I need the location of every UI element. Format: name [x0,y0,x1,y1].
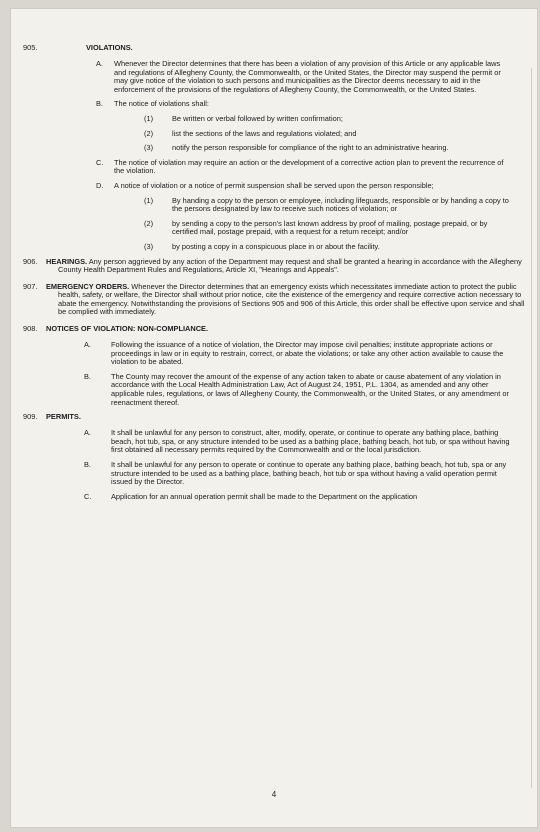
item-text: Whenever the Director determines that there has been a violation of any provision of this Article or any applicable laws and regulations of Allegheny County, the Commonwealth, or the United States, the Director may suspend the permit or may give notice of the violation to such persons and municipalities as the Director deems necessary to aid in the enforcement of the provisions of the regulations of Allegheny County, the Commonwealth, or the United States. [114,59,501,94]
section-905-item-b3 [10,144,538,153]
section-paragraph [46,258,528,275]
section-908-item-b [10,373,538,407]
section-title: EMERGENCY ORDERS. [46,281,130,291]
item-label: D. [96,180,104,190]
item-text: It shall be unlawful for any person to construct, alter, modify, operate, or continue to operate any bathing place, bathing beach, hot tub, spa, or any structure intended to be used as a bathing place, bathing beach, hot tub, or spa without having first obtained all necessary permits required by the Commonwealth and or the local jurisdiction. [111,428,510,455]
section-905-heading [10,44,538,56]
section-909-item-a [10,429,538,455]
item-text: A notice of violation or a notice of permit suspension shall be served upon the person responsible; [114,180,434,190]
item-label: C. [84,491,92,501]
subitem-text: by sending a copy to the person's last known address by proof of mailing, postage prepaid, or by certified mail, postage prepaid, with a request for a return receipt; and/or [172,218,488,237]
item-text: The notice of violations shall: [114,99,209,109]
section-905-item-b1 [10,115,538,124]
section-909-item-c [10,493,538,502]
section-paragraph [46,283,528,317]
subitem-text: notify the person responsible for compliance of the right to an administrative hearing. [172,143,449,153]
page-number: 4 [271,790,277,799]
section-908-item-a [10,341,538,367]
section-908-heading [10,325,538,337]
section-905-item-b2 [10,130,538,139]
document-body [10,44,538,507]
section-905-item-a [10,60,538,94]
subitem-label: (3) [144,241,154,251]
subitem-label: (2) [144,128,154,138]
item-label: A. [84,340,91,350]
item-text: Following the issuance of a notice of violation, the Director may impose civil penalties; institute appropriate actions or proceedings in law or in equity to restrain, correct, or abate the violations; or take any other action available to cause the violation to be abated. [111,340,504,367]
item-label: A. [84,428,91,438]
subitem-label: (1) [144,195,154,205]
section-905-item-d2 [10,220,538,237]
subitem-label: (1) [144,113,154,123]
document-page [10,8,538,828]
subitem-text: list the sections of the laws and regulations violated; and [172,128,357,138]
section-title: NOTICES OF VIOLATION: NON-COMPLIANCE. [46,324,209,334]
item-text: The County may recover the amount of the expense of any action taken to abate or cause abatement of any violation in accordance with the Local Health Administration Law, Act of August 24, 1951, P.L. 1304, as amended and any other applicable rules, regulations, or laws of Allegheny County, the Commonwealth, or the United States, or any amendment or reenactment thereof. [111,371,509,407]
section-905-item-c [10,159,538,176]
section-909-item-b [10,461,538,487]
section-number: 907. [23,281,38,291]
section-number: 908. [23,324,38,334]
section-text: Any person aggrieved by any action of the Department may request and shall be granted a hearing in accordance with the Allegheny County Health Department Rules and Regulations, Article XI, "Hearings and Appeals". [58,256,522,275]
section-905-item-b [10,100,538,109]
section-905-item-d1 [10,197,538,214]
subitem-text: By handing a copy to the person or employee, including lifeguards, responsible or by handing a copy to the persons designated by law to receive such notices of violation; or [172,195,509,214]
section-905-item-d3 [10,243,538,252]
item-label: B. [96,99,103,109]
section-title: VIOLATIONS. [86,43,133,52]
section-905-item-d [10,182,538,191]
item-text: Application for an annual operation permit shall be made to the Department on the application [111,491,418,501]
item-label: B. [84,371,91,381]
subitem-text: by posting a copy in a conspicuous place in or about the facility. [172,241,380,251]
subitem-label: (3) [144,143,154,153]
section-number: 909. [23,412,38,422]
section-number: 905. [23,43,38,52]
section-title: HEARINGS. [46,256,88,266]
item-text: The notice of violation may require an action or the development of a corrective action plan to prevent the recurrence of the violation. [114,157,504,176]
section-907 [10,283,538,317]
item-text: It shall be unlawful for any person to operate or continue to operate any bathing place, bathing beach, hot tub, spa or any structure intended to be used as a bathing place, bathing beach, hot tub or spa without having a valid operation permit issued by the Director. [111,460,507,487]
item-label: A. [96,59,103,68]
section-text: Whenever the Director determines that an emergency exists which necessitates immediate action to protect the public health, safety, or welfare, the Director shall without prior notice, cite the existence of the emergency and require corrective action necessary to abate the emergency. Notwithstanding the provisions of Sections 905 and 906 of this Article, this order shall be effective upon service and shall be complied with immediately. [58,281,525,317]
subitem-label: (2) [144,218,154,228]
section-909-heading [10,413,538,425]
item-label: B. [84,460,91,469]
section-906 [10,258,538,275]
section-title: PERMITS. [46,412,81,422]
item-label: C. [96,157,104,167]
subitem-text: Be written or verbal followed by written confirmation; [172,113,343,123]
section-number: 906. [23,256,38,266]
